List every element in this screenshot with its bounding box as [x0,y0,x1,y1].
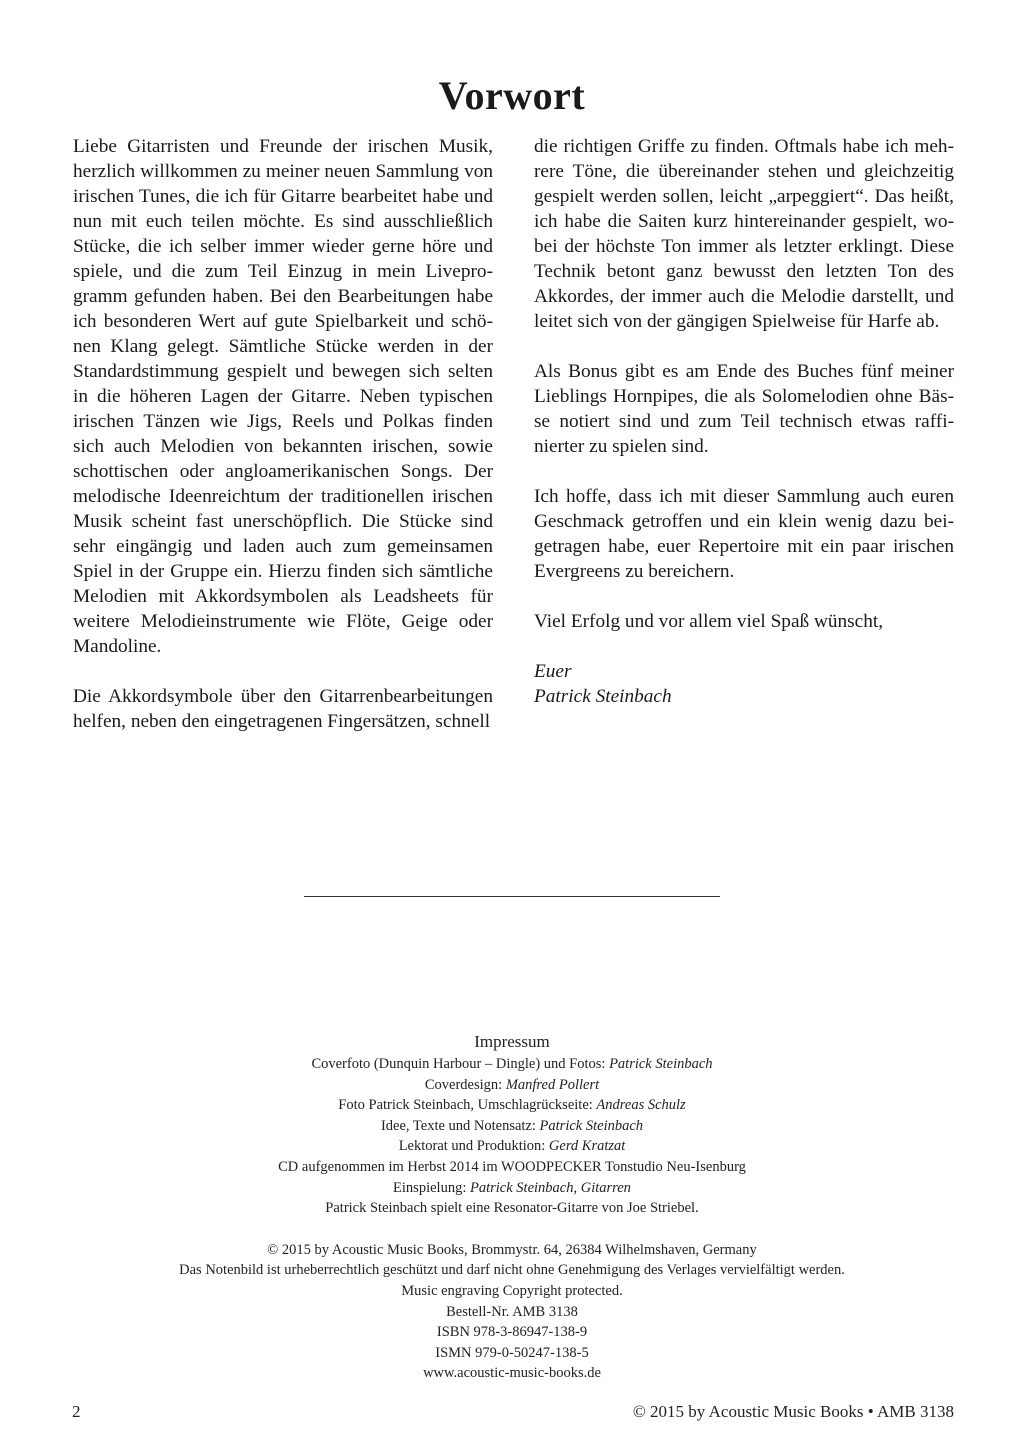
order-number: Bestell-Nr. AMB 3138 [446,1303,578,1320]
imprint [0,1031,1024,1384]
left-column [73,134,493,759]
page-title: Vorwort [438,73,586,118]
section-divider [304,896,720,897]
credit-line: Coverfoto (Dunquin Harbour – Dingle) und Fotos: Patrick Steinbach [311,1056,713,1072]
credit-line: Idee, Texte und Notensatz: Patrick Steinbach [380,1117,644,1134]
right-column [534,134,954,734]
copyright-notice: Das Notenbild ist urheberrechtlich geschützt und darf nicht ohne Genehmigung des Verlages vervielfältigt werden. [179,1262,845,1279]
paragraph-arpeggio: die richtigen Griffe zu finden. Oftmals habe ich mehrere Töne, die übereinander stehen und gleichzeitig gespielt werden sollen, leicht „arpeggiert“. Das heißt, ich habe die Saiten kurz hintereinander gespielt, wobei der höchste Ton immer als letzter erklingt. Diese Technik betont ganz bewusst den letzten Ton des Akkordes, der immer auch die Melodie darstellt, und leitet sich von der gängigen Spielweise für Harfe ab. [534,136,954,332]
publisher-address: © 2015 by Acoustic Music Books, Brommystr. 64, 26384 Wilhelmshaven, Germany [267,1241,757,1258]
isbn: ISBN 978-3-86947-138-9 [436,1324,588,1341]
credit-line: Patrick Steinbach spielt eine Resonator-Gitarre von Joe Striebel. [325,1200,699,1217]
ismn: ISMN 979-0-50247-138-5 [435,1344,589,1361]
signature-author: Patrick Steinbach [534,686,672,707]
credit-line: CD aufgenommen im Herbst 2014 im WOODPECKER Tonstudio Neu-Isenburg [278,1158,746,1175]
signature [534,659,954,709]
imprint-heading: Impressum [474,1032,550,1051]
website-link[interactable]: www.acoustic-music-books.de [423,1365,601,1382]
paragraph-chords: Die Akkordsymbole über den Gitarrenbearbeitungen helfen, neben den eingetragenen Fingersätzen, schnell [73,686,493,732]
credit-line: Foto Patrick Steinbach, Umschlagrückseite: Andreas Schulz [338,1097,686,1114]
paragraph-wishes: Viel Erfolg und vor allem viel Spaß wünscht, [534,611,884,632]
credit-line: Einspielung: Patrick Steinbach, Gitarren [393,1179,631,1196]
paragraph-intro: Liebe Gitarristen und Freunde der irischen Musik, herzlich willkommen zu meiner neuen Sammlung von irischen Tunes, die ich für Gitarre bearbeitet habe und nun mit euch teilen möchte. Es sind ausschließlich Stücke, die ich selber immer wieder gerne höre und spiele, und die zum Teil Einzug in mein Liveprogramm gefunden haben. Bei den Bearbeitungen habe ich besonderen Wert auf gute Spielbarkeit und schönen Klang gelegt. Sämtliche Stücke werden in der Standardstimmung gespielt und bewegen sich selten in die höheren Lagen der Gitarre. Neben typischen irischen Tänzen wie Jigs, Reels und Polkas finden sich auch Melodien von bekannten irischen, sowie schottischen oder angloamerikanischen Songs. Der melodische Ideenreichtum der traditionellen irischen Musik scheint fast unerschöpflich. Die Stücke sind sehr eingängig und laden auch zum gemeinsamen Spiel in der Gruppe ein. Hierzu finden sich sämtliche Melodien mit Akkordsymbolen als Leadsheets für weitere Melodieinstrumente wie Flöte, Geige oder Mandoline. [73,136,493,657]
page-number: 2 [72,1402,81,1421]
paragraph-bonus: Als Bonus gibt es am Ende des Buches fünf meiner Lieblings Hornpipes, die als Solomelodien ohne Bässe notiert sind und zum Teil technisch etwas raffinierter zu spielen sind. [534,361,954,457]
paragraph-hope: Ich hoffe, dass ich mit dieser Sammlung auch euren Geschmack getroffen und ein klein wenig dazu beigetragen habe, euer Repertoire mit ein paar irischen Evergreens zu bereichern. [534,486,954,582]
credit-line: Lektorat und Produktion: Gerd Kratzat [398,1138,626,1155]
credit-line: Coverdesign: Manfred Pollert [424,1076,600,1093]
footer-copyright: © 2015 by Acoustic Music Books • AMB 3138 [632,1402,954,1421]
signature-greeting: Euer [534,661,572,682]
engraving-notice: Music engraving Copyright protected. [401,1282,623,1299]
